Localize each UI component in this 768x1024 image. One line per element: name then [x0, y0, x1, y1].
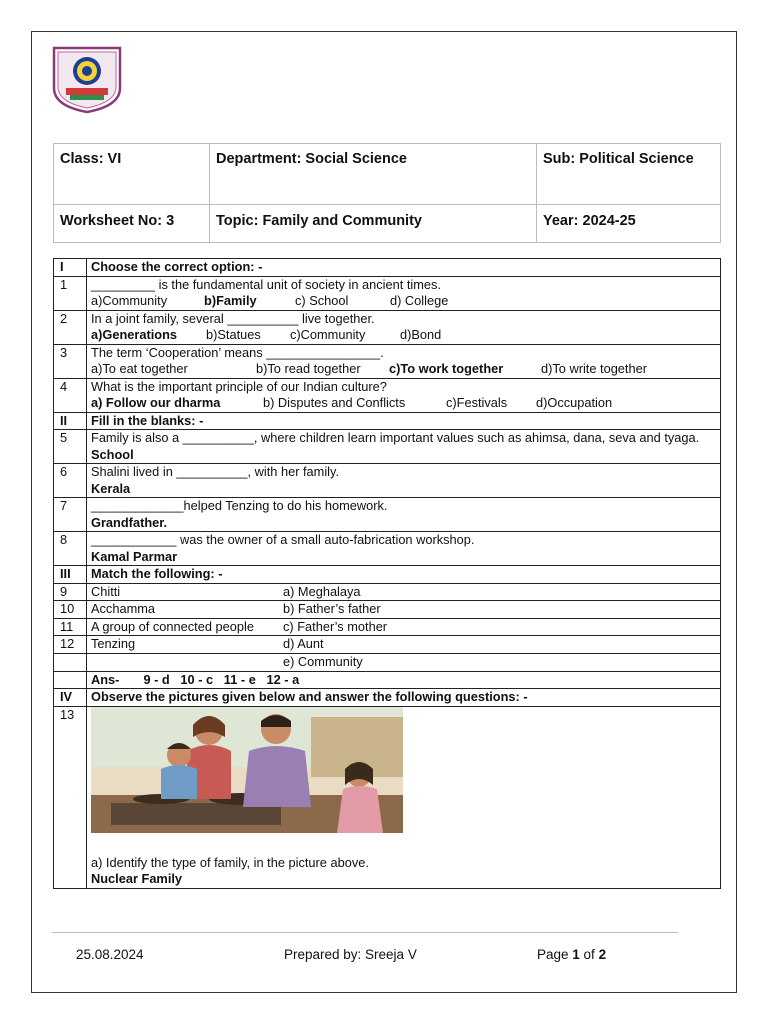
option-correct: b)Family	[204, 293, 257, 308]
match-left: Acchamma	[91, 601, 156, 616]
footer-page-number: Page 1 of 2	[537, 947, 607, 962]
option: c) School	[295, 293, 349, 308]
section-row	[54, 566, 721, 584]
option-correct: a) Follow our dharma	[91, 395, 221, 410]
question-row	[54, 276, 721, 310]
question-text: _________ is the fundamental unit of society in ancient times.	[91, 276, 442, 292]
section-number: II	[54, 412, 87, 430]
question-row	[54, 378, 721, 412]
section-title: Choose the correct option: -	[87, 259, 721, 277]
option: d)Bond	[400, 327, 442, 342]
question-row	[54, 498, 721, 532]
match-row	[54, 653, 721, 671]
question-text: Family is also a __________, where children learn important values such as ahimsa, dana, seva and tyaga.	[91, 430, 700, 445]
answer-label: Ans-	[91, 671, 120, 687]
question-number: 8	[54, 532, 87, 566]
option: b)To read together	[256, 361, 361, 376]
match-right: a) Meghalaya	[283, 583, 361, 599]
question-text: In a joint family, several __________ live together.	[91, 310, 375, 326]
section-title: Observe the pictures given below and answer the following questions: -	[87, 689, 721, 707]
question-number	[54, 653, 87, 671]
match-row	[54, 583, 721, 601]
match-left: A group of connected people	[91, 618, 254, 634]
question-number: 13	[54, 706, 87, 888]
question-number: 10	[54, 601, 87, 619]
option: d) College	[390, 293, 449, 308]
option: d)Occupation	[536, 395, 613, 410]
match-row	[54, 618, 721, 636]
question-row	[54, 310, 721, 344]
question-number: 3	[54, 344, 87, 378]
options-line	[91, 293, 716, 310]
section-number: I	[54, 259, 87, 277]
section-row	[54, 412, 721, 430]
section-row	[54, 689, 721, 707]
question-number: 5	[54, 430, 87, 464]
answer-values: 9 - d 10 - c 11 - e 12 - a	[143, 671, 300, 687]
worksheet-cell: Worksheet No: 3	[54, 205, 210, 243]
question-number: 4	[54, 378, 87, 412]
options-line	[91, 395, 716, 412]
option: c)Festivals	[446, 395, 508, 410]
match-right: e) Community	[283, 653, 363, 669]
question-row	[54, 706, 721, 888]
question-number: 11	[54, 618, 87, 636]
header-table	[53, 143, 721, 243]
class-cell: Class: VI	[54, 144, 210, 205]
question-row	[54, 344, 721, 378]
question-row	[54, 464, 721, 498]
question-text: The term ‘Cooperation’ means ________________.	[91, 344, 384, 360]
subject-cell: Sub: Political Science	[537, 144, 721, 205]
question-text: ____________ was the owner of a small auto-fabrication workshop.	[91, 532, 475, 547]
options-line	[91, 327, 716, 344]
question-row	[54, 430, 721, 464]
answer-text: Grandfather.	[91, 514, 168, 530]
worksheet-table	[53, 258, 721, 889]
section-number: IV	[54, 689, 87, 707]
option: a)To eat together	[91, 361, 188, 376]
answer-row	[54, 671, 721, 689]
match-row	[54, 636, 721, 654]
question-number: 1	[54, 276, 87, 310]
option: d)To write together	[541, 361, 647, 376]
topic-cell: Topic: Family and Community	[210, 205, 537, 243]
options-line	[91, 361, 716, 378]
department-cell: Department: Social Science	[210, 144, 537, 205]
question-text: Shalini lived in __________, with her family.	[91, 464, 340, 479]
footer-divider	[52, 932, 678, 933]
question-number: 2	[54, 310, 87, 344]
option-correct: a)Generations	[91, 327, 178, 342]
option: c)Community	[290, 327, 366, 342]
option: a)Community	[91, 293, 168, 308]
question-row	[54, 532, 721, 566]
school-logo	[52, 44, 122, 114]
match-right: d) Aunt	[283, 636, 324, 651]
match-left: Tenzing	[91, 636, 136, 651]
question-number: 7	[54, 498, 87, 532]
year-cell: Year: 2024-25	[537, 205, 721, 243]
footer-prepared-by: Prepared by: Sreeja V	[284, 947, 417, 962]
footer-date: 25.08.2024	[76, 947, 144, 962]
option: b)Statues	[206, 327, 261, 342]
section-title: Fill in the blanks: -	[87, 412, 721, 430]
family-cooking-picture	[91, 707, 403, 833]
match-right: b) Father’s father	[283, 601, 381, 616]
question-text: _____________helped Tenzing to do his homework.	[91, 498, 388, 513]
option-correct: c)To work together	[389, 361, 504, 376]
answer-text: Kerala	[91, 480, 131, 496]
section-row	[54, 259, 721, 277]
question-text: a) Identify the type of family, in the picture above.	[91, 854, 369, 870]
answer-text: School	[91, 446, 134, 462]
section-title: Match the following: -	[87, 566, 721, 584]
question-number: 6	[54, 464, 87, 498]
question-text: What is the important principle of our Indian culture?	[91, 378, 387, 394]
section-number: III	[54, 566, 87, 584]
match-right: c) Father’s mother	[283, 618, 388, 634]
match-left: Chitti	[91, 583, 121, 599]
answer-text: Kamal Parmar	[91, 548, 178, 564]
question-number: 12	[54, 636, 87, 654]
match-row	[54, 601, 721, 619]
option: b) Disputes and Conflicts	[263, 395, 406, 410]
answer-text: Nuclear Family	[91, 871, 183, 886]
question-number: 9	[54, 583, 87, 601]
